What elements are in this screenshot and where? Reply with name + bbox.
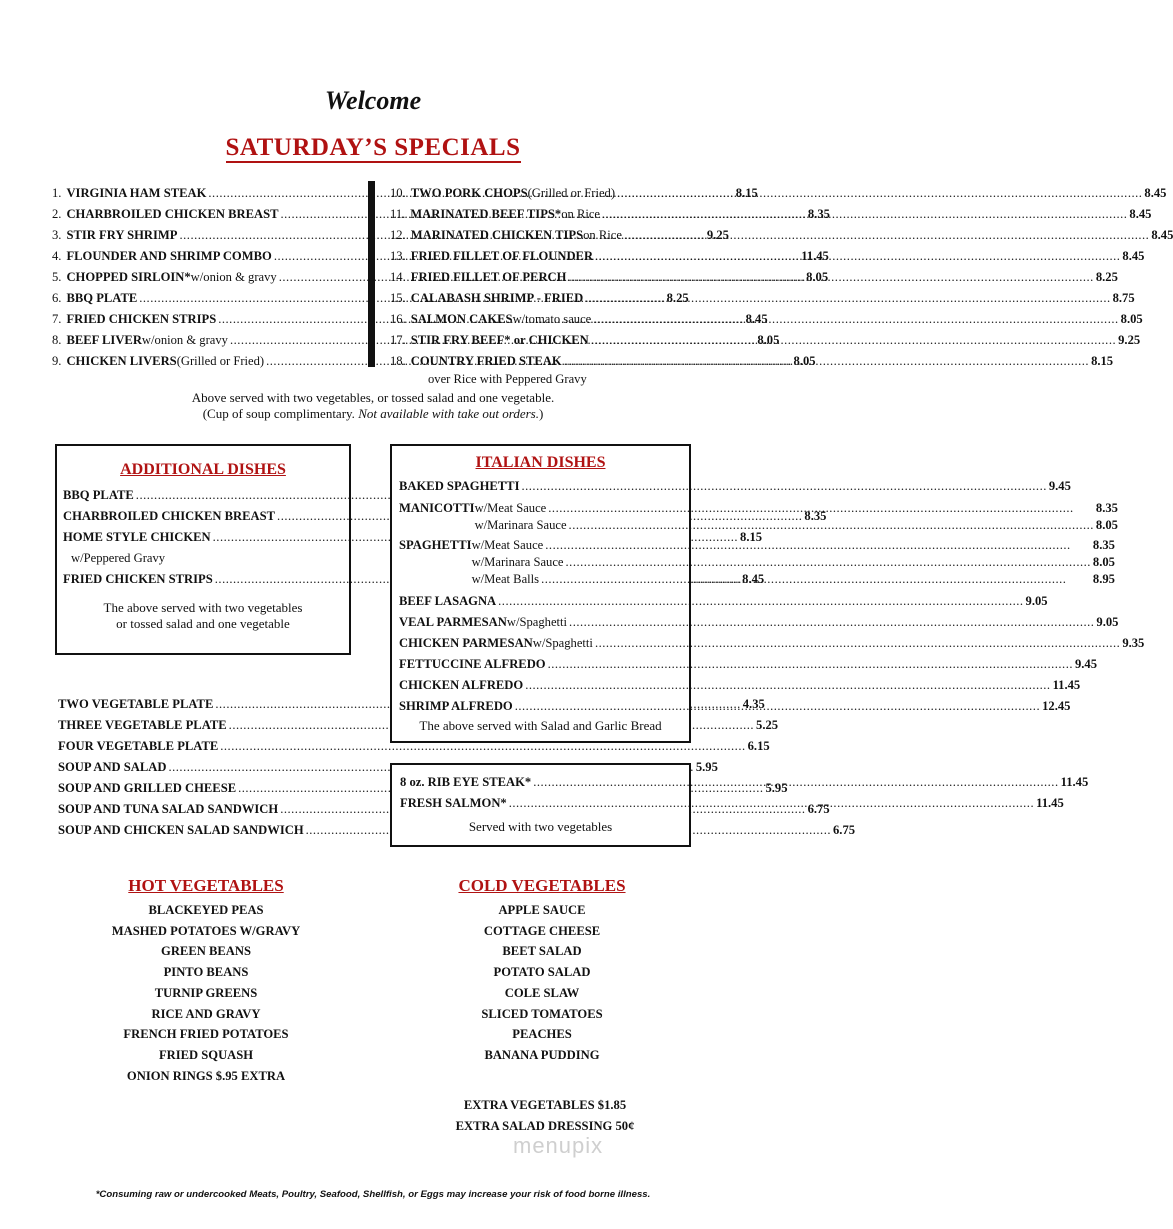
item-price: 8.05 bbox=[793, 354, 816, 368]
item-name: FETTUCCINE ALFREDO bbox=[399, 657, 546, 671]
item-name: SOUP AND SALAD bbox=[58, 760, 167, 774]
item-name: CHOPPED SIRLOIN* bbox=[66, 270, 191, 284]
list-item: BEET SALAD bbox=[502, 944, 582, 959]
option-label: w/Meat Sauce bbox=[471, 538, 544, 552]
leader-dots bbox=[624, 225, 1149, 246]
item-extra: (Grilled or Fried) bbox=[527, 186, 616, 200]
item-name: VEAL PARMESAN bbox=[399, 615, 507, 629]
item-price: 6.75 bbox=[807, 802, 830, 816]
list-item bbox=[58, 757, 718, 778]
item-price: 8.75 bbox=[1112, 291, 1135, 305]
page-title bbox=[0, 134, 746, 162]
list-item bbox=[58, 736, 770, 757]
steak-note: Served with two vegetables bbox=[468, 819, 613, 834]
item-number: 11. bbox=[390, 207, 406, 221]
item-name: CHICKEN LIVERS bbox=[66, 354, 177, 368]
leader-dots bbox=[595, 633, 1120, 654]
leader-dots bbox=[545, 537, 1091, 554]
item-name: FOUR VEGETABLE PLATE bbox=[58, 739, 219, 753]
item-price: 8.05 bbox=[1120, 312, 1143, 326]
list-item: TURNIP GREENS bbox=[154, 985, 258, 1000]
item-price: 5.95 bbox=[695, 760, 718, 774]
list-item bbox=[399, 675, 1081, 696]
item-name: STIR FRY SHRIMP bbox=[66, 228, 178, 242]
list-item: FRENCH FRIED POTATOES bbox=[123, 1027, 289, 1042]
item-name: SPAGHETTI bbox=[399, 538, 472, 552]
food-safety-disclaimer: *Consuming raw or undercooked Meats, Poultry, Seafood, Shellfish, or Eggs may increase your risk of food borne illness. bbox=[95, 1189, 651, 1200]
item-name: FLOUNDER AND SHRIMP COMBO bbox=[66, 249, 272, 263]
list-item bbox=[472, 571, 1115, 588]
item-number: 9. bbox=[52, 354, 62, 368]
item-price: 8.95 bbox=[1092, 572, 1115, 586]
item-price: 12.45 bbox=[1042, 699, 1071, 713]
item-name: SOUP AND TUNA SALAD SANDWICH bbox=[58, 802, 279, 816]
item-price: 8.35 bbox=[807, 207, 830, 221]
leader-dots bbox=[521, 476, 1046, 497]
leader-dots bbox=[566, 554, 1091, 571]
additional-dishes-title: ADDITIONAL DISHES bbox=[120, 461, 286, 478]
item-price: 6.15 bbox=[747, 739, 770, 753]
item-price: 8.45 bbox=[742, 572, 765, 586]
specials-note-line2 bbox=[0, 406, 746, 422]
list-item bbox=[63, 485, 343, 506]
item-price: 8.45 bbox=[745, 312, 768, 326]
item-number: 10. bbox=[390, 186, 406, 200]
list-item: MASHED POTATOES W/GRAVY bbox=[111, 923, 301, 938]
item-name: CALABASH SHRIMP - FRIED bbox=[410, 291, 584, 305]
item-name: SHRIMP ALFREDO bbox=[399, 699, 513, 713]
option-label: w/Marinara Sauce bbox=[471, 555, 564, 569]
hot-vegetables-section bbox=[56, 876, 356, 1086]
list-item bbox=[399, 591, 1048, 612]
list-item: COLE SLAW bbox=[504, 985, 580, 1000]
list-item: RICE AND GRAVY bbox=[151, 1006, 261, 1021]
cold-vegetables-section bbox=[392, 876, 692, 1066]
item-name: COUNTRY FRIED STEAK bbox=[410, 354, 562, 368]
list-item: PINTO BEANS bbox=[163, 965, 249, 980]
item-name: CHARBROILED CHICKEN BREAST bbox=[63, 509, 276, 523]
leader-dots bbox=[498, 591, 1023, 612]
item-price: 8.05 bbox=[1095, 518, 1118, 532]
specials-title-text: SATURDAY’S SPECIALS bbox=[225, 134, 521, 161]
specials-note-line1: Above served with two vegetables, or tossed salad and one vegetable. bbox=[191, 390, 555, 405]
list-item bbox=[475, 500, 1118, 517]
item-name: THREE VEGETABLE PLATE bbox=[58, 718, 227, 732]
item-price: 11.45 bbox=[1036, 796, 1064, 810]
additional-note bbox=[57, 600, 349, 632]
leader-dots bbox=[569, 517, 1094, 534]
item-18-subtitle: over Rice with Peppered Gravy bbox=[428, 372, 587, 386]
item-number: 13. bbox=[390, 249, 406, 263]
item-name: MARINATED BEEF TIPS* bbox=[410, 207, 562, 221]
item-extra: w/onion & gravy bbox=[141, 333, 228, 347]
italian-note: The above served with Salad and Garlic Bread bbox=[419, 718, 662, 733]
item-number: 14. bbox=[390, 270, 406, 284]
column-divider bbox=[368, 181, 375, 367]
item-subtitle: w/Peppered Gravy bbox=[71, 551, 166, 565]
item-price: 9.25 bbox=[1118, 333, 1141, 347]
item-price: 9.05 bbox=[1096, 615, 1119, 629]
item-price: 11.45 bbox=[1060, 775, 1089, 789]
item-name: MARINATED CHICKEN TIPS bbox=[410, 228, 584, 242]
item-name: MANICOTTI bbox=[399, 501, 475, 515]
leader-dots bbox=[541, 571, 1091, 588]
item-name: BAKED SPAGHETTI bbox=[399, 479, 520, 493]
leader-dots bbox=[569, 612, 1094, 633]
list-item: SLICED TOMATOES bbox=[481, 1006, 603, 1021]
item-number: 2. bbox=[52, 207, 62, 221]
item-price: 9.45 bbox=[1074, 657, 1098, 671]
item-number: 12. bbox=[390, 228, 406, 242]
leader-dots bbox=[548, 654, 1073, 675]
leader-dots bbox=[593, 309, 1118, 330]
leader-dots bbox=[617, 183, 1142, 204]
item-number: 17. bbox=[390, 333, 406, 347]
item-extra: on Rice bbox=[561, 207, 601, 221]
item-price: 5.95 bbox=[765, 781, 788, 795]
watermark: menupix bbox=[513, 1133, 604, 1158]
item-price: 8.15 bbox=[1091, 354, 1114, 368]
item-extra: w/Spaghetti bbox=[506, 615, 568, 629]
item-price: 9.45 bbox=[1048, 479, 1071, 493]
item-name: CHARBROILED CHICKEN BREAST bbox=[66, 207, 279, 221]
list-item: GREEN BEANS bbox=[161, 944, 251, 959]
list-item bbox=[390, 288, 1135, 309]
item-name: CHICKEN ALFREDO bbox=[399, 678, 524, 692]
item-price: 9.35 bbox=[1122, 636, 1145, 650]
list-item: BANANA PUDDING bbox=[484, 1047, 600, 1062]
item-number: 4. bbox=[52, 249, 62, 263]
item-name: SOUP AND GRILLED CHEESE bbox=[58, 781, 237, 795]
item-price: 8.45 bbox=[1151, 228, 1173, 242]
leader-dots bbox=[585, 288, 1110, 309]
option-label: w/Meat Sauce bbox=[474, 501, 547, 515]
leader-dots bbox=[548, 500, 1094, 517]
item-number: 7. bbox=[52, 312, 62, 326]
item-price: 8.35 bbox=[1095, 501, 1118, 515]
leader-dots bbox=[591, 330, 1116, 351]
item-price: 8.05 bbox=[806, 270, 829, 284]
list-item bbox=[475, 517, 1118, 534]
item-name: VIRGINIA HAM STEAK bbox=[66, 186, 207, 200]
leader-dots bbox=[509, 793, 1034, 814]
item-extra: w/onion & gravy bbox=[190, 270, 277, 284]
item-name: 8 oz. RIB EYE STEAK* bbox=[400, 775, 532, 789]
list-item: BLACKEYED PEAS bbox=[148, 903, 264, 917]
additional-note-line2: or tossed salad and one vegetable bbox=[116, 616, 290, 631]
item-price: 8.15 bbox=[735, 186, 758, 200]
list-item: PEACHES bbox=[512, 1027, 572, 1042]
list-item bbox=[399, 476, 1071, 497]
item-number: 1. bbox=[52, 186, 62, 200]
leader-dots bbox=[595, 246, 1120, 267]
item-price: 6.75 bbox=[833, 823, 856, 837]
list-item bbox=[399, 654, 1098, 675]
item-price: 8.45 bbox=[1129, 207, 1152, 221]
manicotti-group bbox=[399, 500, 1118, 534]
welcome-heading: Welcome bbox=[324, 86, 422, 115]
item-extra: on Rice bbox=[583, 228, 622, 242]
cold-vegetables-title: COLD VEGETABLES bbox=[458, 876, 626, 895]
list-item bbox=[399, 612, 1119, 633]
item-number: 5. bbox=[52, 270, 62, 284]
list-item bbox=[399, 633, 1145, 654]
item-name: FRIED CHICKEN STRIPS bbox=[66, 312, 217, 326]
item-number: 16. bbox=[390, 312, 406, 326]
item-number: 8. bbox=[52, 333, 62, 347]
extra-salad-dressing: EXTRA SALAD DRESSING 50¢ bbox=[455, 1118, 635, 1133]
item-name: TWO VEGETABLE PLATE bbox=[58, 697, 214, 711]
item-name: BBQ PLATE bbox=[66, 291, 138, 305]
leader-dots bbox=[525, 675, 1050, 696]
item-price: 9.25 bbox=[706, 228, 729, 242]
additional-note-line1: The above served with two vegetables bbox=[103, 600, 303, 615]
item-name: BBQ PLATE bbox=[63, 488, 134, 502]
item-name: FRIED FILLET OF PERCH bbox=[410, 270, 567, 284]
list-item: ONION RINGS $.95 EXTRA bbox=[126, 1068, 286, 1083]
item-name: SALMON CAKES bbox=[410, 312, 513, 326]
item-price: 9.05 bbox=[1025, 594, 1048, 608]
leader-dots bbox=[602, 204, 1127, 225]
item-name: BEEF LASAGNA bbox=[399, 594, 497, 608]
note-part: ) bbox=[538, 406, 544, 421]
item-name: BEEF LIVER bbox=[66, 333, 142, 347]
list-item: COTTAGE CHEESE bbox=[483, 923, 601, 938]
item-price: 8.35 bbox=[804, 509, 827, 523]
item-number: 6. bbox=[52, 291, 62, 305]
leader-dots bbox=[533, 772, 1058, 793]
item-name: HOME STYLE CHICKEN bbox=[63, 530, 211, 544]
item-price: 5.25 bbox=[756, 718, 779, 732]
item-name: TWO PORK CHOPS bbox=[410, 186, 528, 200]
specials-note bbox=[0, 390, 746, 422]
item-price: 8.45 bbox=[1144, 186, 1167, 200]
list-item: APPLE SAUCE bbox=[498, 903, 586, 917]
item-price: 8.05 bbox=[757, 333, 780, 347]
item-name: STIR FRY BEEF* or CHICKEN bbox=[410, 333, 589, 347]
item-number: 18. bbox=[390, 354, 406, 368]
item-extra: w/Spaghetti bbox=[532, 636, 593, 650]
item-price: 8.25 bbox=[1095, 270, 1118, 284]
note-italic: Not available with take out orders. bbox=[358, 406, 539, 421]
item-name: FRIED CHICKEN STRIPS bbox=[63, 572, 213, 586]
note-part: (Cup of soup complimentary. bbox=[202, 406, 359, 421]
item-price: 8.35 bbox=[1092, 538, 1115, 552]
item-price: 4.35 bbox=[742, 697, 765, 711]
item-extra: (Grilled or Fried) bbox=[176, 354, 265, 368]
option-label: w/Marinara Sauce bbox=[474, 518, 567, 532]
item-name: FRIED FILLET OF FLOUNDER bbox=[410, 249, 594, 263]
item-price: 11.45 bbox=[1052, 678, 1081, 692]
item-price: 8.25 bbox=[666, 291, 689, 305]
item-price: 8.15 bbox=[740, 530, 763, 544]
hot-vegetables-title: HOT VEGETABLES bbox=[128, 876, 284, 895]
option-label: w/Meat Balls bbox=[471, 572, 540, 586]
item-extra: w/tomato sauce bbox=[512, 312, 592, 326]
list-item bbox=[472, 554, 1115, 571]
item-number: 15. bbox=[390, 291, 406, 305]
list-item bbox=[472, 537, 1115, 554]
item-name: FRESH SALMON* bbox=[400, 796, 507, 810]
extras-section bbox=[430, 1095, 660, 1136]
list-item: POTATO SALAD bbox=[493, 965, 591, 980]
extra-vegetables: EXTRA VEGETABLES $1.85 bbox=[463, 1098, 627, 1112]
list-item: FRIED SQUASH bbox=[158, 1047, 254, 1062]
leader-dots bbox=[564, 351, 1089, 372]
item-name: SOUP AND CHICKEN SALAD SANDWICH bbox=[58, 823, 304, 837]
item-name: CHICKEN PARMESAN bbox=[399, 636, 533, 650]
leader-dots bbox=[568, 267, 1093, 288]
leader-dots bbox=[515, 696, 1040, 717]
italian-dishes-title: ITALIAN DISHES bbox=[475, 454, 606, 471]
item-price: 8.05 bbox=[1092, 555, 1115, 569]
item-price: 8.45 bbox=[1122, 249, 1145, 263]
item-price: 11.45 bbox=[801, 249, 829, 263]
item-number: 3. bbox=[52, 228, 62, 242]
